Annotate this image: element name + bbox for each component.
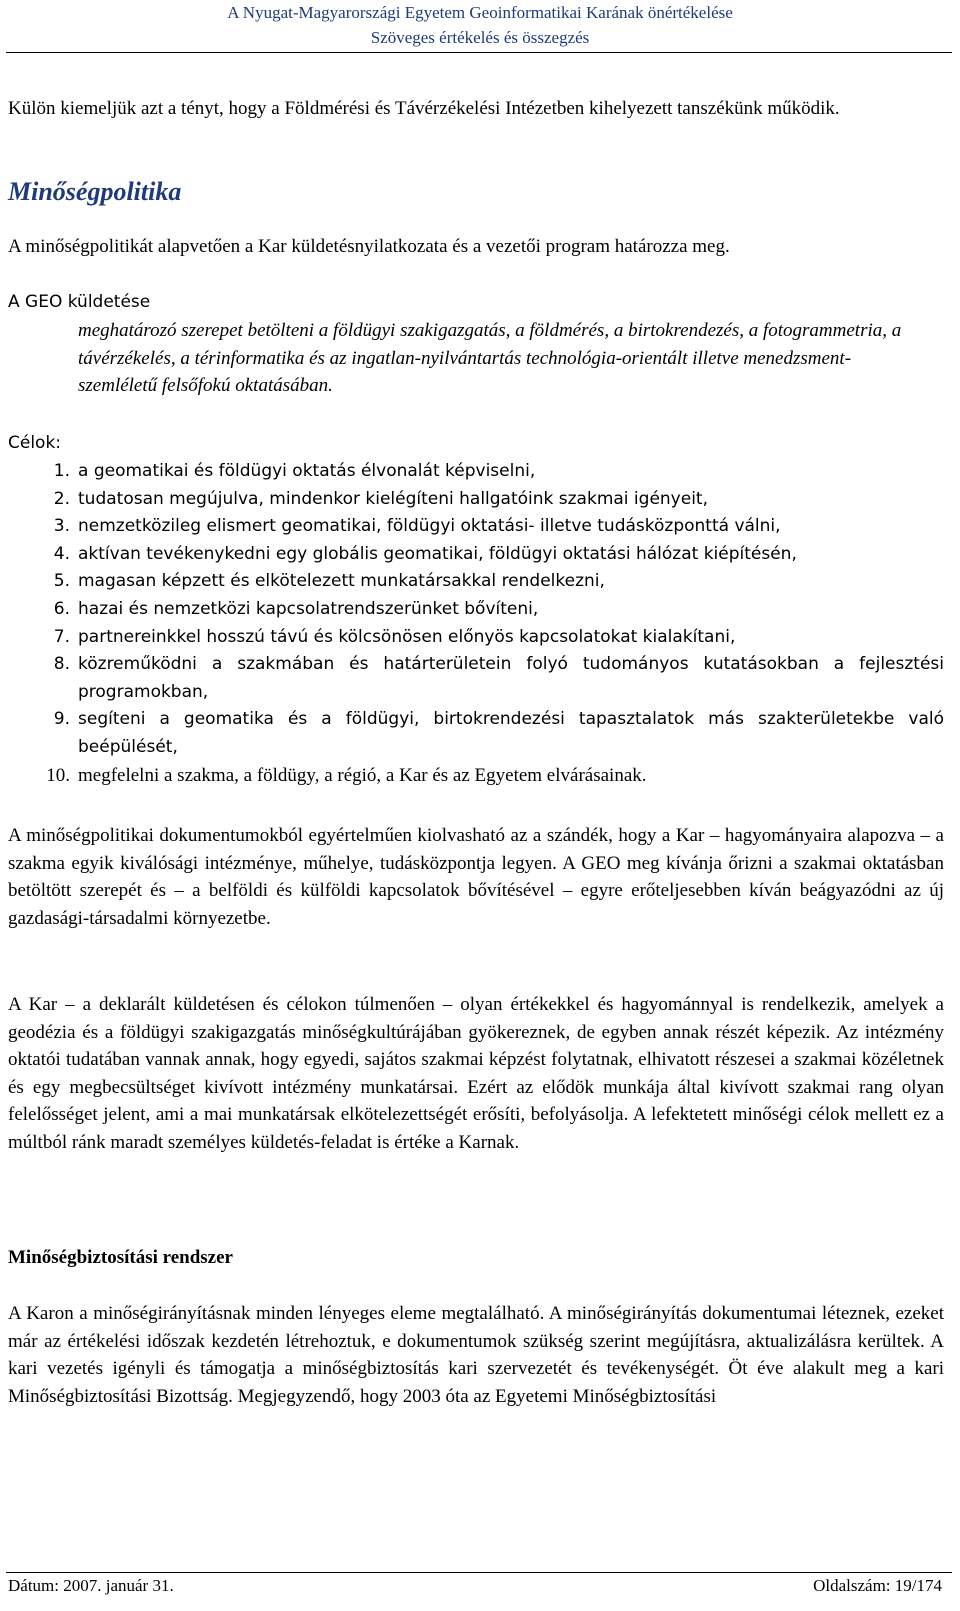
goal-item: [8, 541, 944, 569]
goal-text: tudatosan megújulva, mindenkor kielégíteni hallgatóink szakmai igényeit,: [78, 488, 708, 509]
goal-item: [8, 568, 944, 596]
footer-rule: [6, 1572, 952, 1573]
header-title: A Nyugat-Magyarországi Egyetem Geoinformatikai Karának önértékelése: [227, 3, 733, 22]
goal-item: [8, 458, 944, 486]
goal-item: [8, 706, 944, 761]
goal-text: aktívan tevékenykedni egy globális geomatikai, földügyi oktatási hálózat kiépítésén,: [78, 543, 797, 564]
header-subtitle: Szöveges értékelés és összegzés: [370, 28, 590, 47]
goal-item: [8, 651, 944, 706]
goal-item: [8, 762, 944, 790]
goal-item: [8, 596, 944, 624]
goal-number: 1.: [53, 461, 70, 481]
footer-page-number: Oldalszám: 19/174: [813, 1576, 942, 1595]
policy-paragraph-1: A minőségpolitikai dokumentumokból egyértelműen kiolvasható az a szándék, hogy a Kar – hagyományaira alapozva – a szakma egyik kiválósági intézménye, műhelye, tudásközpontja legyen. A GEO meg kívánja őrizni a szakmai oktatásban betöltött szerepét és – a belföldi és külföldi kapcsolatok bővítésével – egyre erőteljesebben kíván beágyazódni az új gazdasági-társadalmi környezetbe.: [8, 825, 944, 929]
goals-label: Célok:: [8, 433, 62, 453]
goal-text: partnereinkkel hosszú távú és kölcsönösen előnyös kapcsolatokat kialakítani,: [78, 626, 736, 647]
mission-text: meghatározó szerepet betölteni a földügyi szakigazgatás, a földmérés, a birtokrendezés, a fotogrammetria, a távérzékelés, a térinformatika és az ingatlan-nyilvántartás technológia-orientált illetve menedzsment-szemléletű felsőfokú oktatásában.: [78, 320, 902, 397]
goal-text: magasan képzett és elkötelezett munkatársakkal rendelkezni,: [78, 571, 605, 592]
header-rule: [6, 52, 952, 53]
goal-number: 6.: [53, 598, 70, 619]
goal-number: 7.: [53, 626, 70, 647]
goal-number: 2.: [53, 488, 70, 509]
goal-number: 8.: [53, 654, 70, 675]
goal-number: 9.: [53, 709, 70, 730]
policy-lead: A minőségpolitikát alapvetően a Kar küldetésnyilatkozata és a vezetői program határozza meg.: [8, 236, 730, 257]
goal-text: nemzetközileg elismert geomatikai, földügyi oktatási- illetve tudásközponttá válni,: [78, 516, 781, 537]
section-title-minosegbiztositas: Minőségbiztosítási rendszer: [8, 1247, 233, 1268]
intro-paragraph: Külön kiemeljük azt a tényt, hogy a Földmérési és Távérzékelési Intézetben kihelyezett tanszékünk működik.: [8, 98, 840, 119]
policy-paragraph-2: A Kar – a deklarált küldetésen és célokon túlmenően – olyan értékekkel és hagyománnyal is rendelkezik, amelyek a geodézia és a földügyi szakigazgatás minőségkultúrájában gyökereznek, de egyben annak részét képezik. Az intézmény oktatói tudatában vannak annak, hogy egyedi, sajátos szakmai képzést folytatnak, elhivatott részesei a szakmai közéletnek és egy megbecsültséget kivívott intézmény munkatársai. Ezért az elődök munkája által kivívott szakmai rang olyan felelősséget jelent, ami a mai munkatársak elkötelezettségét erősíti, befolyásolja. A lefektetett minőségi célok mellett ez a múltból ránk maradt személyes küldetés-feladat is értéke a Karnak.: [8, 994, 944, 1153]
qa-paragraph: A Karon a minőségirányításnak minden lényeges eleme megtalálható. A minőségirányítás dokumentumai léteznek, ezeket már az értékelési időszak kezdetén létrehoztuk, e dokumentumok szükség szerint megújításra, aktualizálásra kerültek. A kari vezetés igényli és támogatja a minőségbiztosítás kari szervezetét és tevékenységét. Öt éve alakult meg a kari Minőségbiztosítási Bizottság. Megjegyzendő, hogy 2003 óta az Egyetemi Minőségbiztosítási: [8, 1303, 944, 1407]
goal-number: 3.: [53, 516, 70, 537]
goal-number: 5.: [53, 571, 70, 592]
goals-list: [8, 458, 944, 789]
goal-text: segíteni a geomatika és a földügyi, birtokrendezési tapasztalatok más szakterületekbe való beépülését,: [78, 709, 944, 757]
goal-text: a geomatikai és földügyi oktatás élvonalát képviselni,: [78, 461, 536, 481]
goal-number: 10.: [46, 764, 70, 786]
goal-text: megfelelni a szakma, a földügy, a régió, a Kar és az Egyetem elvárásainak.: [78, 764, 647, 786]
goal-text: közreműködni a szakmában és határterületein folyó tudományos kutatásokban a fejlesztési programokban,: [78, 654, 944, 702]
goal-item: [8, 513, 944, 541]
goal-text: hazai és nemzetközi kapcsolatrendszerünket bővíteni,: [78, 598, 539, 619]
section-title-minosegpolitika: Minőségpolitika: [8, 177, 182, 206]
footer-date: Dátum: 2007. január 31.: [8, 1576, 174, 1595]
goal-item: [8, 624, 944, 652]
mission-label: A GEO küldetése: [8, 292, 151, 312]
goal-number: 4.: [53, 543, 70, 564]
goal-item: [8, 486, 944, 514]
